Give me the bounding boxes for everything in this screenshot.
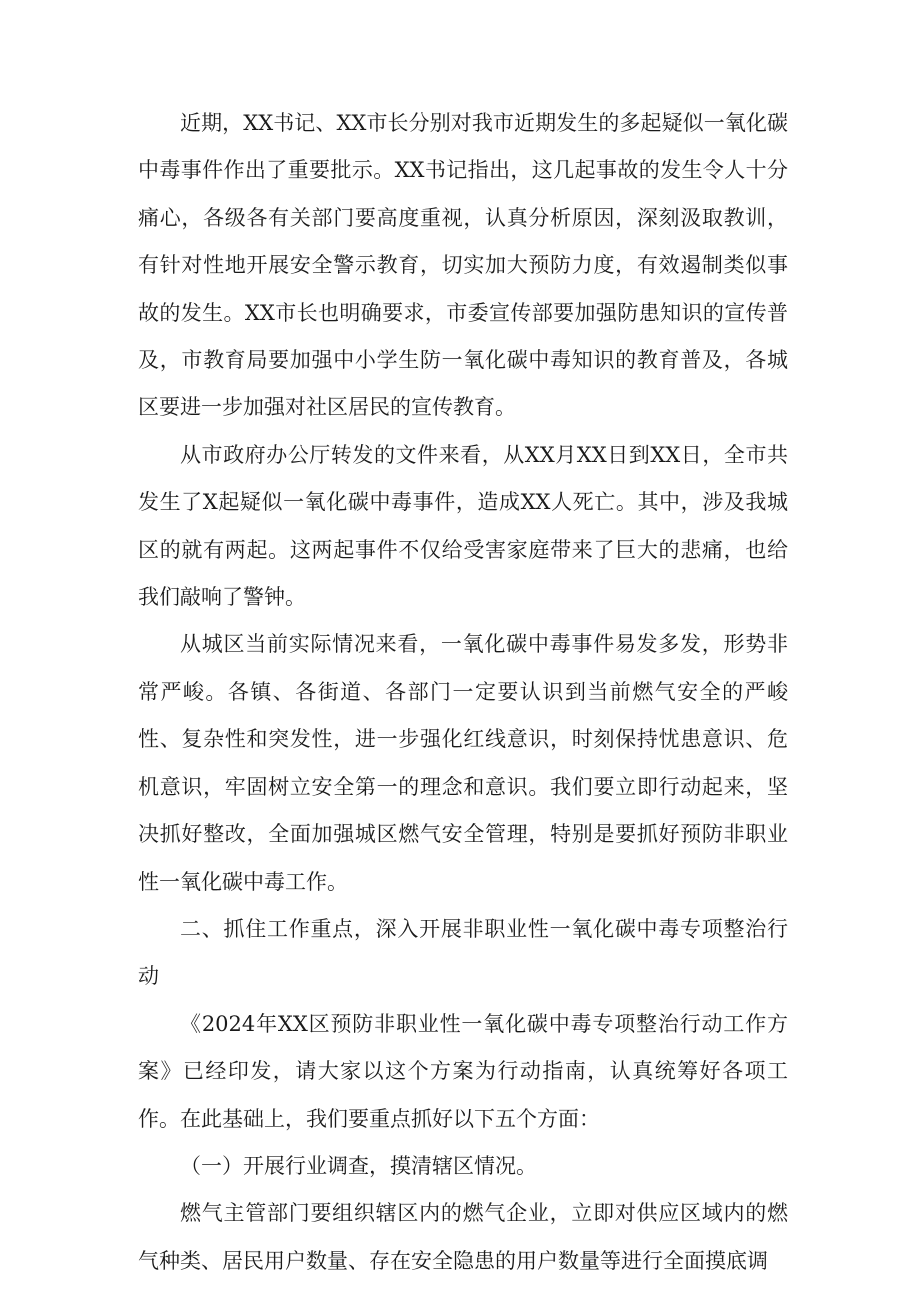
paragraph-instructions: 近期，XX书记、XX市长分别对我市近期发生的多起疑似一氧化碳中毒事件作出了重要批示。XX书记指出，这几起事故的发生令人十分痛心，各级各有关部门要高度重视，认真分析原因，深刻汲取教训，有针对性地开展安全警示教育，切实加大预防力度，有效遏制类似事故的发生。XX市长也明确要求，市委宣传部要加强防患知识的宣传普及，市教育局要加强中小学生防一氧化碳中毒知识的教育普及，各城区要进一步加强对社区居民的宣传教育。	[138, 111, 788, 420]
section-heading-work-focus: 二、抓住工作重点，深入开展非职业性一氧化碳中毒专项整治行动	[138, 916, 788, 989]
paragraph-work-plan: 《2024年XX区预防非职业性一氧化碳中毒专项整治行动工作方案》已经印发，请大家以这个方案为行动指南，认真统筹好各项工作。在此基础上，我们要重点抓好以下五个方面：	[138, 1011, 788, 1131]
paragraph-incident-statistics: 从市政府办公厅转发的文件来看，从XX月XX日到XX日，全市共发生了X起疑似一氧化碳中毒事件，造成XX人死亡。其中，涉及我城区的就有两起。这两起事件不仅给受害家庭带来了巨大的悲痛，也给我们敲响了警钟。	[138, 442, 788, 610]
paragraph-gas-survey: 燃气主管部门要组织辖区内的燃气企业，立即对供应区域内的燃气种类、居民用户数量、存在安全隐患的用户数量等进行全面摸底调	[138, 1201, 788, 1273]
subsection-heading-industry-survey: （一）开展行业调查，摸清辖区情况。	[180, 1153, 537, 1178]
document-body	[138, 100, 788, 1285]
paragraph-current-situation: 从城区当前实际情况来看，一氧化碳中毒事件易发多发，形势非常严峻。各镇、各街道、各部门一定要认识到当前燃气安全的严峻性、复杂性和突发性，进一步强化红线意识，时刻保持忧患意识、危机意识，牢固树立安全第一的理念和意识。我们要立即行动起来，坚决抓好整改，全面加强城区燃气安全管理，特别是要抓好预防非职业性一氧化碳中毒工作。	[138, 632, 788, 894]
